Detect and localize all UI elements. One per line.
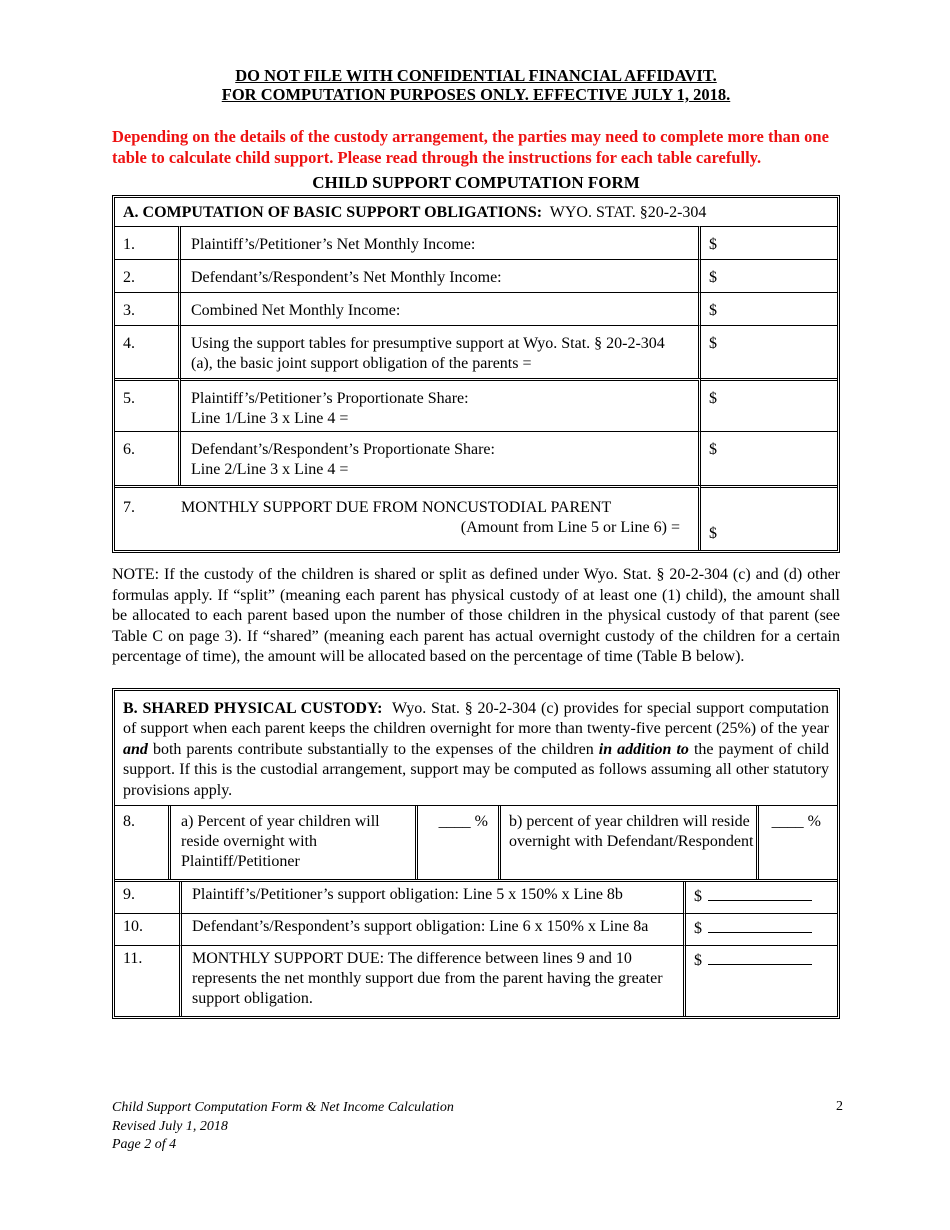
- amount-field[interactable]: $: [701, 226, 837, 259]
- emphasis-in-addition: in addition to: [598, 740, 689, 758]
- line-number: 9.: [115, 882, 182, 914]
- line-number: 8.: [115, 806, 171, 879]
- amount-field[interactable]: [686, 946, 837, 1016]
- page-number: 2: [836, 1099, 843, 1114]
- table-b-intro-text: Wyo. Stat. § 20-2-304 (c) provides for special support computation of support when each parent keeps the children overnight for more than twenty-five percent (25%) of the year: [123, 699, 830, 737]
- line-number: 6.: [115, 431, 181, 485]
- dollar-sign: $: [694, 920, 702, 937]
- table-row: [115, 431, 837, 485]
- header-line-1: DO NOT FILE WITH CONFIDENTIAL FINANCIAL AFFIDAVIT.: [235, 66, 717, 85]
- line-number: 4.: [115, 325, 181, 378]
- table-b-intro: [115, 691, 837, 807]
- line-description: Defendant’s/Respondent’s support obligation: Line 6 x 150% x Line 8a: [182, 914, 686, 946]
- amount-field[interactable]: $: [701, 325, 837, 378]
- note-paragraph: NOTE: If the custody of the children is shared or split as defined under Wyo. Stat. § 20-2-304 (c) and (d) other formulas apply. If “split” (meaning each parent has physical custody of at least one (1) child), the amount shall be allocated to each parent based upon the number of those children in the physical custody of that parent (see Table C on page 3). If “shared” (meaning each parent has actual overnight custody of the children for a certain percentage of time), the amount will be allocated based on the percentage of time (Table B below).: [112, 566, 840, 665]
- line-number: 1.: [115, 226, 181, 259]
- defendant-percent-label: b) percent of year children will reside overnight with Defendant/Respondent: [501, 806, 759, 879]
- dollar-sign: $: [694, 952, 702, 969]
- document-page: [112, 66, 840, 1019]
- table-a-title: [115, 198, 837, 226]
- line-description: MONTHLY SUPPORT DUE: The difference between lines 9 and 10 represents the net monthly support due from the parent having the greater support obligation.: [182, 946, 686, 1016]
- line-number: 3.: [115, 292, 181, 325]
- amount-underline: [708, 885, 812, 901]
- amount-field[interactable]: $: [701, 378, 837, 431]
- footer-page-of: Page 2 of 4: [112, 1137, 177, 1152]
- line-7-description: [115, 485, 701, 550]
- table-row: [115, 946, 837, 1016]
- plaintiff-percent-field[interactable]: ____ %: [418, 806, 501, 879]
- line-description: Defendant’s/Respondent’s Net Monthly Income:: [181, 259, 701, 292]
- line-number: 5.: [115, 378, 181, 431]
- line-number: 10.: [115, 914, 182, 946]
- line-number: 2.: [115, 259, 181, 292]
- table-b-title: B. SHARED PHYSICAL CUSTODY:: [123, 699, 383, 717]
- table-b-lines: [115, 882, 837, 1016]
- footer: [112, 1099, 454, 1155]
- footer-title: Child Support Computation Form & Net Income Calculation: [112, 1100, 454, 1115]
- amount-field[interactable]: $: [701, 485, 837, 550]
- table-row: [115, 292, 837, 325]
- line-7-formula: (Amount from Line 5 or Line 6) =: [460, 519, 680, 536]
- header-line-2: FOR COMPUTATION PURPOSES ONLY. EFFECTIVE JULY 1, 2018.: [221, 85, 731, 104]
- amount-field[interactable]: [686, 914, 837, 946]
- table-row-8: [115, 806, 837, 882]
- amount-field[interactable]: $: [701, 292, 837, 325]
- line-7-title: MONTHLY SUPPORT DUE FROM NONCUSTODIAL PARENT: [181, 499, 612, 516]
- emphasis-and: and: [123, 740, 148, 758]
- line-description-formula: Line 2/Line 3 x Line 4 =: [191, 461, 349, 478]
- table-b-intro-text: the payment of child support. If this is the custodial arrangement, support may be computed as follows assuming all other statutory provisions apply.: [123, 740, 830, 799]
- table-row-7: [115, 485, 837, 550]
- line-description: Using the support tables for presumptive support at Wyo. Stat. § 20-2-304 (a), the basic joint support obligation of the parents =: [181, 325, 701, 378]
- table-row: [115, 226, 837, 259]
- table-row: [115, 378, 837, 431]
- line-description: Plaintiff’s/Petitioner’s support obligation: Line 5 x 150% x Line 8b: [182, 882, 686, 914]
- table-row: [115, 259, 837, 292]
- line-number: 11.: [115, 946, 182, 1016]
- table-row: [115, 325, 837, 378]
- amount-field[interactable]: [686, 882, 837, 914]
- footer-revised: Revised July 1, 2018: [112, 1118, 228, 1134]
- amount-underline: [708, 949, 812, 965]
- line-description-main: Plaintiff’s/Petitioner’s Proportionate Share:: [191, 390, 469, 407]
- table-b-intro-text: both parents contribute substantially to the expenses of the children: [152, 740, 594, 758]
- dollar-sign: $: [694, 888, 702, 905]
- line-description: [181, 431, 701, 485]
- table-row: [115, 882, 837, 914]
- table-a-title-ref: WYO. STAT. §20-2-304: [549, 204, 707, 221]
- line-description: [181, 378, 701, 431]
- line-number: 7.: [123, 499, 135, 516]
- amount-field[interactable]: $: [701, 259, 837, 292]
- line-description: Plaintiff’s/Petitioner’s Net Monthly Income:: [181, 226, 701, 259]
- table-b: [112, 688, 840, 1020]
- table-row: [115, 914, 837, 946]
- form-title: CHILD SUPPORT COMPUTATION FORM: [312, 173, 640, 192]
- amount-field[interactable]: $: [701, 431, 837, 485]
- plaintiff-percent-label: a) Percent of year children will reside overnight with Plaintiff/Petitioner: [171, 806, 418, 879]
- warning-text: Depending on the details of the custody arrangement, the parties may need to complete more than one table to calculate child support. Please read through the instructions for each table carefully.: [112, 127, 829, 167]
- table-a-title-bold: A. COMPUTATION OF BASIC SUPPORT OBLIGATIONS:: [123, 204, 543, 221]
- line-description-formula: Line 1/Line 3 x Line 4 =: [191, 410, 349, 427]
- amount-underline: [708, 917, 812, 933]
- table-a: [112, 195, 840, 553]
- line-description-main: Defendant’s/Respondent’s Proportionate Share:: [191, 441, 495, 458]
- line-description: Combined Net Monthly Income:: [181, 292, 701, 325]
- defendant-percent-field[interactable]: ____ %: [771, 813, 821, 830]
